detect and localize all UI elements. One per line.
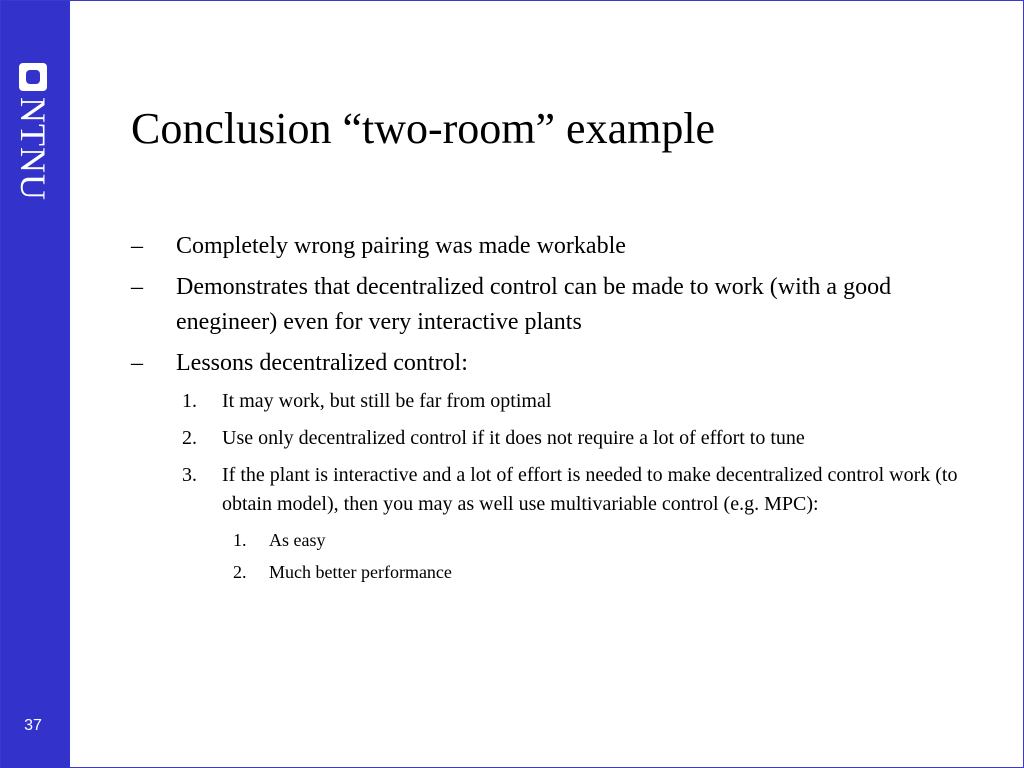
- bullet-text: Demonstrates that decentralized control can be made to work (with a good enegineer) even for very interactive plants: [176, 274, 892, 335]
- sub-lesson-item: [131, 527, 991, 554]
- bullet-item: [131, 270, 991, 340]
- ntnu-sidebar: [1, 1, 70, 768]
- bullet-item: [131, 229, 991, 264]
- sub-lesson-number: 1.: [233, 530, 247, 550]
- page-number: 37: [24, 717, 42, 734]
- lesson-number: 2.: [182, 427, 197, 449]
- lesson-text: Use only decentralized control if it does not require a lot of effort to tune: [222, 427, 805, 449]
- lesson-item: [131, 424, 991, 453]
- bullet-text: Lessons decentralized control:: [176, 350, 468, 376]
- bullet-item: [131, 346, 991, 381]
- ntnu-logo-text: NTNU: [13, 97, 53, 201]
- sub-lesson-text: As easy: [269, 530, 326, 550]
- lesson-item: [131, 387, 991, 416]
- bullet-text: Completely wrong pairing was made workable: [176, 233, 626, 259]
- bullet-dash: –: [131, 233, 143, 259]
- lesson-number: 1.: [182, 390, 197, 412]
- sub-lesson-item: [131, 559, 991, 586]
- bullet-dash: –: [131, 274, 143, 300]
- slide-title: Conclusion “two-room” example: [131, 104, 716, 153]
- bullet-dash: –: [131, 350, 143, 376]
- sub-lesson-number: 2.: [233, 562, 247, 582]
- ntnu-logo-icon: [19, 63, 47, 91]
- lesson-item: [131, 461, 991, 519]
- lesson-text: It may work, but still be far from optimal: [222, 390, 552, 412]
- sub-lesson-text: Much better performance: [269, 562, 452, 582]
- slide-body: [131, 229, 991, 591]
- lesson-number: 3.: [182, 464, 197, 486]
- lesson-text: If the plant is interactive and a lot of effort is needed to make decentralized control work (to obtain model), then you may as well use multivariable control (e.g. MPC):: [222, 464, 958, 515]
